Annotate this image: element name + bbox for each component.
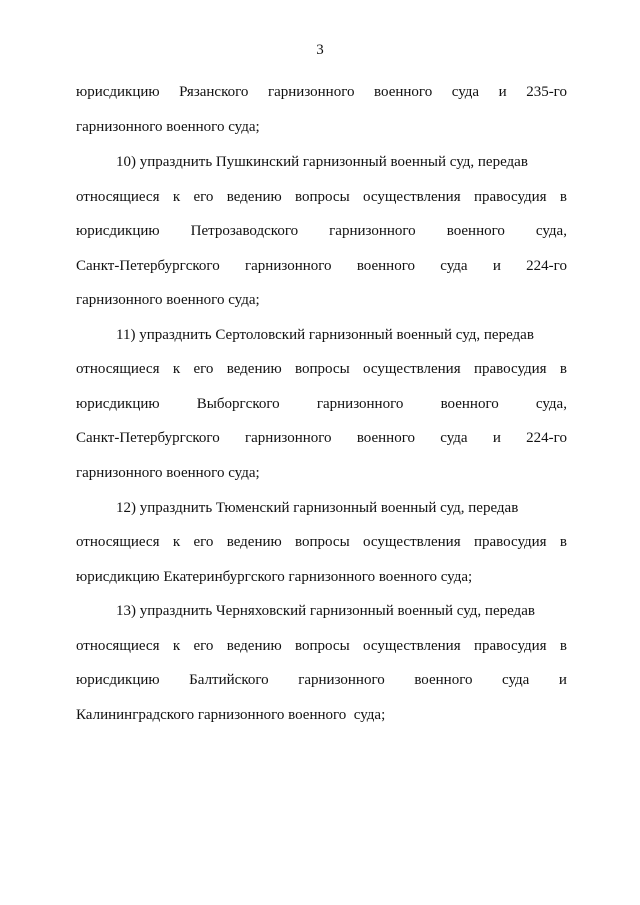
text-line [76, 637, 567, 655]
word: и [492, 430, 501, 446]
item-12-first-line: 12) упразднить Тюменский гарнизонный военный суд, передав [116, 500, 519, 516]
text-line [76, 429, 567, 447]
word: и [558, 672, 567, 688]
word: в [559, 638, 567, 654]
text-line [76, 360, 567, 378]
word: Рязанского [179, 84, 249, 100]
word: относящиеся [76, 189, 160, 205]
text-line: гарнизонного военного суда; [76, 465, 260, 481]
item-11-first-line: 11) упразднить Сертоловский гарнизонный военный суд, передав [116, 327, 534, 343]
text-line [76, 395, 567, 413]
word: его [193, 189, 214, 205]
word: к [172, 361, 181, 377]
word: гарнизонного [267, 84, 355, 100]
text-line [76, 671, 567, 689]
word: его [193, 638, 214, 654]
word: осуществления [363, 638, 461, 654]
word: в [559, 534, 567, 550]
word: в [559, 361, 567, 377]
word: вопросы [295, 361, 350, 377]
text-line: гарнизонного военного суда; [76, 292, 260, 308]
word: суда [502, 672, 530, 688]
word: к [172, 189, 181, 205]
item-13-first-line: 13) упразднить Черняховский гарнизонный военный суд, передав [116, 603, 535, 619]
word: юрисдикцию [76, 396, 160, 412]
text-line: юрисдикцию Екатеринбургского гарнизонного военного суда; [76, 569, 473, 585]
word: относящиеся [76, 638, 160, 654]
word: ведению [226, 361, 282, 377]
word: военного [440, 396, 499, 412]
word: правосудия [473, 361, 547, 377]
word: юрисдикцию [76, 223, 160, 239]
word: ведению [226, 638, 282, 654]
item-10-first-line: 10) упразднить Пушкинский гарнизонный военный суд, передав [116, 154, 528, 170]
word: осуществления [363, 189, 461, 205]
word: осуществления [363, 361, 461, 377]
word: гарнизонного [316, 396, 404, 412]
word: относящиеся [76, 534, 160, 550]
word: правосудия [473, 189, 547, 205]
word: его [193, 534, 214, 550]
word: военного [414, 672, 473, 688]
text-line: гарнизонного военного суда; [76, 119, 260, 135]
text-line [76, 188, 567, 206]
word: к [172, 534, 181, 550]
word: Балтийского [189, 672, 269, 688]
word: военного [374, 84, 433, 100]
word: юрисдикцию [76, 84, 160, 100]
word: ведению [226, 534, 282, 550]
word: суда [451, 84, 480, 100]
word: относящиеся [76, 361, 160, 377]
word: вопросы [295, 189, 350, 205]
word: суда, [535, 223, 567, 239]
word: военного [356, 430, 415, 446]
word: военного [356, 258, 415, 274]
word: военного [446, 223, 505, 239]
word: гарнизонного [329, 223, 416, 239]
word: осуществления [363, 534, 461, 550]
word: суда [440, 258, 468, 274]
page-number: 3 [316, 42, 324, 58]
word: Петрозаводского [190, 223, 299, 239]
word: Санкт-Петербургского [76, 258, 220, 274]
word: правосудия [473, 534, 547, 550]
word: и [492, 258, 501, 274]
word: вопросы [295, 534, 350, 550]
word: его [193, 361, 214, 377]
word: 224-го [526, 258, 567, 274]
word: Выборгского [196, 396, 280, 412]
text-line [76, 83, 567, 101]
word: суда [440, 430, 468, 446]
word: 235-го [526, 84, 567, 100]
text-line: Калининградского гарнизонного военного суда; [76, 707, 386, 723]
word: гарнизонного [298, 672, 385, 688]
word: ведению [226, 189, 282, 205]
word: к [172, 638, 181, 654]
word: гарнизонного [245, 258, 332, 274]
word: правосудия [473, 638, 547, 654]
word: гарнизонного [245, 430, 332, 446]
text-line [76, 257, 567, 275]
word: Санкт-Петербургского [76, 430, 220, 446]
text-line [76, 533, 567, 551]
word: юрисдикцию [76, 672, 160, 688]
word: в [559, 189, 567, 205]
word: 224-го [526, 430, 567, 446]
word: суда, [535, 396, 567, 412]
word: и [498, 84, 507, 100]
text-line [76, 222, 567, 240]
word: вопросы [295, 638, 350, 654]
